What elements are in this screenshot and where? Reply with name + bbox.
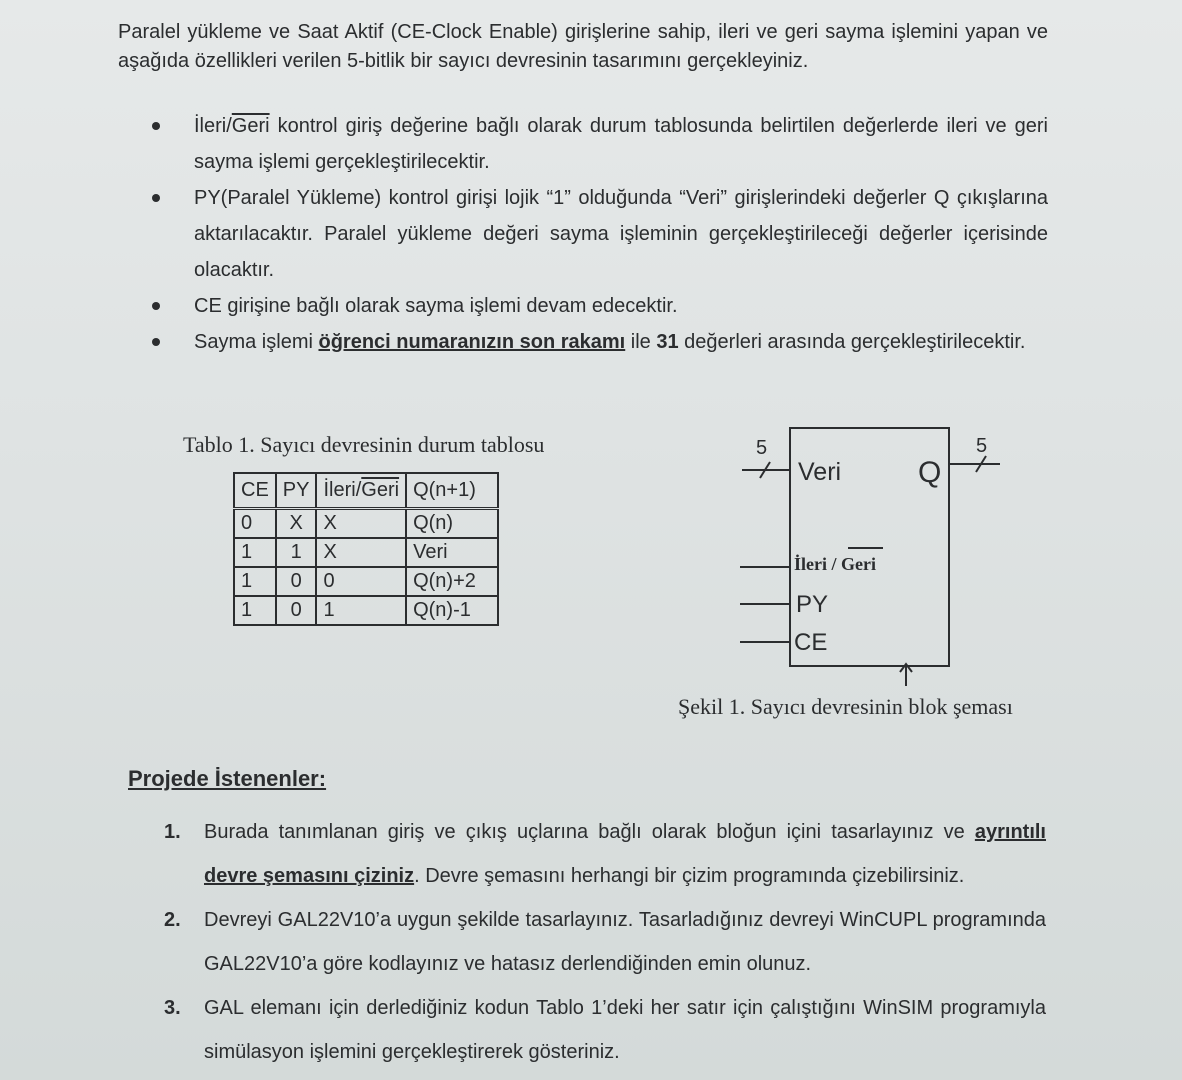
cell-py: 0 xyxy=(276,567,317,596)
py-label: PY xyxy=(796,591,829,618)
spec-item-direction xyxy=(150,108,1048,180)
q-label: Q xyxy=(918,456,942,489)
header-q: Q(n+1) xyxy=(406,473,498,509)
intro-paragraph: Paralel yükleme ve Saat Aktif (CE-Clock Enable) girişlerine sahip, ileri ve geri sayma işlemini yapan ve aşağıda özellikleri verilen 5-bitlik bir sayıcı devresinin tasarımını gerçekleyiniz. xyxy=(118,21,1048,72)
header-ileri: İleri/ xyxy=(323,479,362,501)
cell-q: Q(n)+2 xyxy=(406,567,498,596)
requirement-text: Devreyi GAL22V10’a uygun şekilde tasarlayınız. Tasarladığınız devreyi WinCUPL programında GAL22V10’a göre kodlayınız ve hatasız derlendiğinden emin olunuz. xyxy=(204,909,1046,975)
header-direction xyxy=(316,473,406,509)
table-row xyxy=(234,596,498,625)
ce-label: CE xyxy=(794,629,828,656)
requirement-text: GAL elemanı için derlediğiniz kodun Tablo 1’deki her satır için çalıştığını WinSIM programıyla simülasyon işlemini gerçekleştirerek gösteriniz. xyxy=(204,997,1046,1063)
spec-text: ile xyxy=(625,331,657,353)
circuit-diagram-emphasis: ayrıntılı devre şemasını çiziniz xyxy=(204,821,1046,887)
q-bus-width: 5 xyxy=(976,435,988,457)
header-ce: CE xyxy=(234,473,276,509)
header-py: PY xyxy=(276,473,317,509)
spec-item-parallel-load: PY(Paralel Yükleme) kontrol girişi lojik “1” olduğunda “Veri” girişlerindeki değerler Q çıkışlarına aktarılacaktır. Paralel yükleme değeri sayma işleminin gerçekleştirileceği değerler içerisinde olacaktır. xyxy=(150,180,1048,288)
cell-direction: X xyxy=(316,509,406,539)
table-row xyxy=(234,567,498,596)
cell-direction: 0 xyxy=(316,567,406,596)
spec-item-ce: CE girişine bağlı olarak sayma işlemi devam edecektir. xyxy=(150,288,1048,324)
spec-text: İleri/ xyxy=(194,115,232,137)
geri-overline-text: Geri xyxy=(231,115,270,137)
spec-text: değerleri arasında gerçekleştirilecektir. xyxy=(678,331,1026,353)
veri-bus-width: 5 xyxy=(756,437,768,459)
geri-text: Geri xyxy=(841,554,876,574)
state-table xyxy=(233,472,499,626)
requirement-item xyxy=(164,986,1046,1074)
table-row xyxy=(234,509,498,539)
upper-limit-value: 31 xyxy=(656,331,679,353)
requirements-heading: Projede İstenenler: xyxy=(128,766,327,791)
cell-ce: 0 xyxy=(234,509,276,539)
student-number-emphasis: öğrenci numaranızın son rakamı xyxy=(318,331,626,353)
cell-py: 1 xyxy=(276,538,317,567)
cell-q: Q(n)-1 xyxy=(406,596,498,625)
table-header-row xyxy=(234,473,498,509)
cell-q: Q(n) xyxy=(406,509,498,539)
requirement-item xyxy=(164,810,1046,898)
cell-py: X xyxy=(276,509,317,539)
figure-caption: Şekil 1. Sayıcı devresinin blok şeması xyxy=(678,694,1013,719)
requirement-number: 3. xyxy=(164,997,181,1019)
cell-q: Veri xyxy=(406,538,498,567)
ileri-text: İleri / xyxy=(794,554,841,574)
header-geri: Geri xyxy=(361,479,400,501)
table-row xyxy=(234,538,498,567)
cell-direction: X xyxy=(316,538,406,567)
requirement-number: 2. xyxy=(164,909,181,931)
spec-item-range xyxy=(150,324,1048,360)
cell-ce: 1 xyxy=(234,567,276,596)
table-caption: Tablo 1. Sayıcı devresinin durum tablosu xyxy=(183,432,545,457)
requirement-text: Burada tanımlanan giriş ve çıkış uçlarına bağlı olarak bloğun içini tasarlayınız ve xyxy=(204,821,975,843)
requirement-number: 1. xyxy=(164,821,181,843)
cell-ce: 1 xyxy=(234,596,276,625)
cell-direction: 1 xyxy=(316,596,406,625)
requirement-text: . Devre şemasını herhangi bir çizim programında çizebilirsiniz. xyxy=(414,865,965,887)
veri-label: Veri xyxy=(798,458,842,486)
spec-list xyxy=(150,108,1048,360)
requirements-list xyxy=(164,810,1046,1074)
counter-block-diagram xyxy=(740,420,1050,690)
cell-py: 0 xyxy=(276,596,317,625)
requirement-item xyxy=(164,898,1046,986)
cell-ce: 1 xyxy=(234,538,276,567)
spec-text: kontrol giriş değerine bağlı olarak durum tablosunda belirtilen değerlerde ileri ve geri sayma işlemi gerçekleştirilecektir. xyxy=(194,115,1048,173)
direction-label xyxy=(794,554,876,574)
spec-text: Sayma işlemi xyxy=(194,331,319,353)
